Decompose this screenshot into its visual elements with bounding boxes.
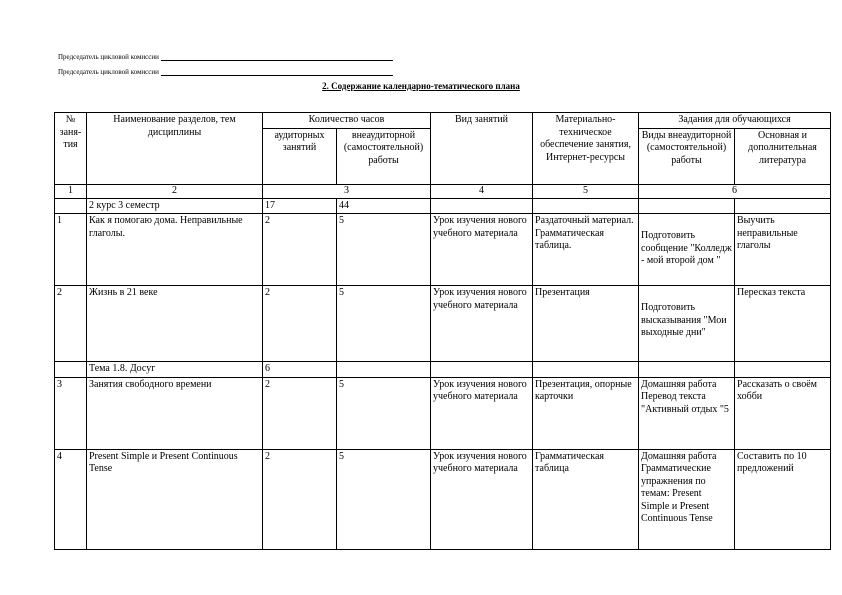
- chair-signature-2: [58, 68, 393, 76]
- colnum-4: 4: [431, 184, 533, 198]
- lesson-materials: Презентация: [533, 286, 639, 362]
- lesson-materials: Раздаточный материал. Грамматическая таблица.: [533, 214, 639, 286]
- lesson-number: 4: [55, 449, 87, 549]
- header-name: Наименование разделов, тем дисциплины: [87, 113, 263, 185]
- lesson-self: 5: [337, 377, 431, 449]
- section-auditory: 6: [263, 362, 337, 378]
- header-tasks: Задания для обучающихся: [639, 113, 831, 129]
- chair-signature-1: [58, 53, 393, 61]
- lesson-kind: Урок изучения нового учебного материала: [431, 377, 533, 449]
- header-task-self: Виды внеаудиторной (самостоятельной) работы: [639, 128, 735, 184]
- lesson-self: 5: [337, 449, 431, 549]
- lesson-self: 5: [337, 286, 431, 362]
- lesson-name: Жизнь в 21 веке: [87, 286, 263, 362]
- signature-line-1: [161, 53, 393, 61]
- table-row: [55, 449, 831, 549]
- lesson-task: Подготовить сообщение "Колледж - мой второй дом ": [639, 214, 735, 286]
- lesson-auditory: 2: [263, 449, 337, 549]
- lesson-literature: Рассказать о своём хобби: [735, 377, 831, 449]
- header-hours: Количество часов: [263, 113, 431, 129]
- colnum-6: 6: [639, 184, 831, 198]
- section-auditory: 17: [263, 198, 337, 214]
- lesson-auditory: 2: [263, 377, 337, 449]
- lesson-kind: Урок изучения нового учебного материала: [431, 214, 533, 286]
- lesson-auditory: 2: [263, 214, 337, 286]
- section-name: 2 курс 3 семестр: [87, 198, 263, 214]
- header-kind: Вид занятий: [431, 113, 533, 185]
- lesson-kind: Урок изучения нового учебного материала: [431, 286, 533, 362]
- lesson-auditory: 2: [263, 286, 337, 362]
- colnum-3: 3: [263, 184, 431, 198]
- lesson-number: 1: [55, 214, 87, 286]
- section-name: Тема 1.8. Досуг: [87, 362, 263, 378]
- section-self: 44: [337, 198, 431, 214]
- colnum-2: 2: [87, 184, 263, 198]
- lesson-literature: Составить по 10 предложений: [735, 449, 831, 549]
- lesson-materials: Презентация, опорные карточки: [533, 377, 639, 449]
- lesson-name: Как я помогаю дома. Неправильные глаголы.: [87, 214, 263, 286]
- section-row: [55, 198, 831, 214]
- header-self-work: внеаудиторной (самостоятельной) работы: [337, 128, 431, 184]
- table-row: [55, 214, 831, 286]
- table-row: [55, 286, 831, 362]
- lesson-materials: Грамматическая таблица: [533, 449, 639, 549]
- lesson-task: Подготовить высказывания "Мои выходные дни": [639, 286, 735, 362]
- lesson-task: Домашняя работа Грамматические упражнения по темам: Present Simple и Present Continuous Tense: [639, 449, 735, 549]
- signature-line-2: [161, 68, 393, 76]
- colnum-5: 5: [533, 184, 639, 198]
- lesson-number: 3: [55, 377, 87, 449]
- lesson-kind: Урок изучения нового учебного материала: [431, 449, 533, 549]
- header-number: № заня-тия: [55, 113, 87, 185]
- lesson-literature: Пересказ текста: [735, 286, 831, 362]
- lesson-self: 5: [337, 214, 431, 286]
- section-row: [55, 362, 831, 378]
- header-literature: Основная и дополнительная литература: [735, 128, 831, 184]
- header-auditory: аудиторных занятий: [263, 128, 337, 184]
- lesson-name: Present Simple и Present Continuous Tense: [87, 449, 263, 549]
- lesson-literature: Выучить неправильные глаголы: [735, 214, 831, 286]
- chair-label-1: Председатель цикловой комиссии: [58, 53, 159, 61]
- chair-label-2: Председатель цикловой комиссии: [58, 68, 159, 76]
- calendar-plan-table: [54, 112, 831, 550]
- lesson-number: 2: [55, 286, 87, 362]
- table-row: [55, 377, 831, 449]
- page-title: 2. Содержание календарно-тематического плана: [322, 81, 520, 91]
- lesson-task: Домашняя работа Перевод текста "Активный отдых "5: [639, 377, 735, 449]
- header-materials: Материально-техническое обеспечение занятия, Интернет-ресурсы: [533, 113, 639, 185]
- lesson-name: Занятия свободного времени: [87, 377, 263, 449]
- colnum-1: 1: [55, 184, 87, 198]
